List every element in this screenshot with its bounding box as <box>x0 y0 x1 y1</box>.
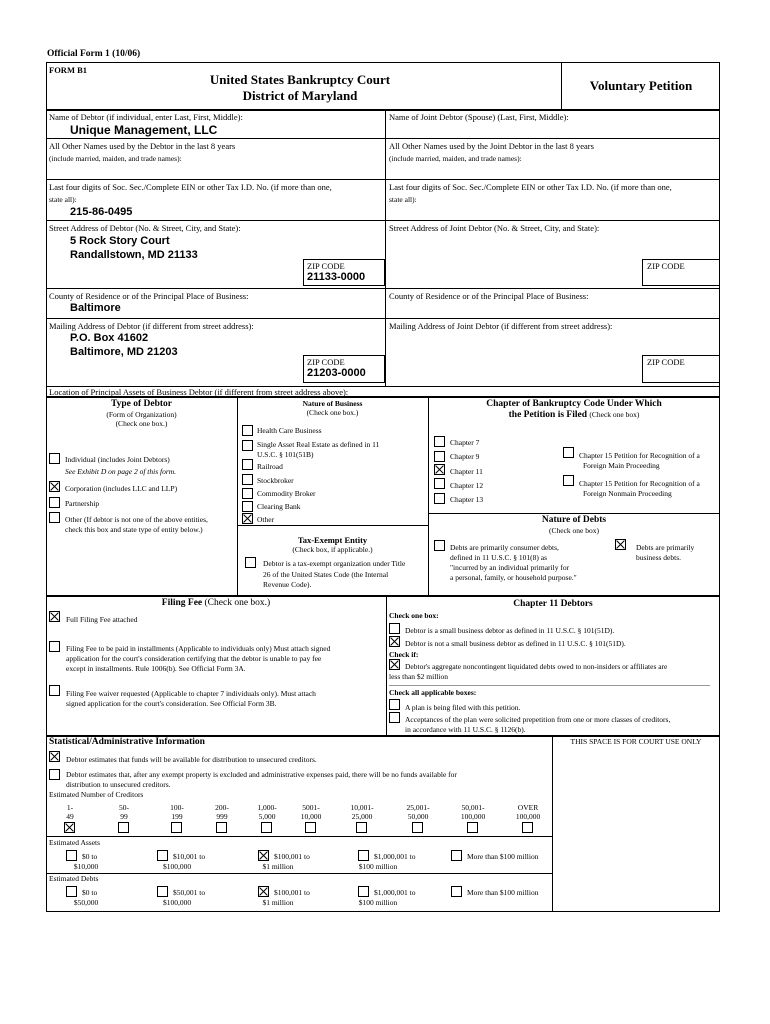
aggregate-debts-checkbox[interactable] <box>389 659 400 670</box>
assets-range-high: $100 million <box>358 862 398 871</box>
other-business-label: Other <box>257 515 275 524</box>
installments-label: Filing Fee to be paid in installments (Applicable to individuals only) Must attach signed <box>66 644 331 653</box>
joint-name-label: Name of Joint Debtor (Spouse) (Last, First, Middle): <box>389 112 569 122</box>
commodity-label: Commodity Broker <box>257 489 316 498</box>
waiver-checkbox[interactable] <box>49 685 60 696</box>
creditor-range-low: 10,001- <box>350 803 374 812</box>
creditor-range-checkbox[interactable] <box>261 822 272 833</box>
chapter-15-main-checkbox[interactable] <box>563 447 574 458</box>
assets-label: Estimated Assets <box>49 838 101 847</box>
joint-mailing-zip-label: ZIP CODE <box>647 357 685 367</box>
other-entity-checkbox[interactable] <box>49 512 60 523</box>
consumer-debts-label-3: "incurred by an individual primarily for <box>450 563 570 572</box>
assets-range-checkbox[interactable] <box>66 850 77 861</box>
stat-admin-title: Statistical/Administrative Information <box>49 737 205 747</box>
debts-range-checkbox[interactable] <box>157 886 168 897</box>
not-small-business-label: Debtor is not a small business debtor as defined in 11 U.S.C. § 101(51D). <box>405 639 626 648</box>
full-fee-checkbox[interactable] <box>49 611 60 622</box>
funds-available-label: Debtor estimates that funds will be available for distribution to unsecured creditors. <box>66 755 317 764</box>
creditor-range-checkbox[interactable] <box>412 822 423 833</box>
creditor-range-checkbox[interactable] <box>118 822 129 833</box>
chapter-header: Chapter of Bankruptcy Code Under Which the Petition is Filed (Check one box) <box>486 399 662 421</box>
individual-checkbox[interactable] <box>49 453 60 464</box>
form-id: FORM B1 <box>49 65 88 75</box>
creditor-range-low: 25,001- <box>406 803 430 812</box>
chapter-7-label: Chapter 7 <box>450 438 480 447</box>
assets-range-low: More than $100 million <box>467 852 539 861</box>
creditor-range-checkbox[interactable] <box>305 822 316 833</box>
tax-exempt-line3: Revenue Code). <box>263 580 312 589</box>
creditor-range-high: 10,000 <box>300 812 322 821</box>
court-name: United States Bankruptcy Court District of Maryland <box>209 72 391 104</box>
creditor-range-checkbox[interactable] <box>64 822 75 833</box>
check-if-label: Check if: <box>389 650 419 659</box>
location-label: Location of Principal Assets of Business Debtor (if different from street address above): <box>49 387 349 397</box>
court-use-only: THIS SPACE IS FOR COURT USE ONLY <box>570 737 702 746</box>
joint-ssn-label-2: state all): <box>389 195 417 204</box>
creditor-range-checkbox[interactable] <box>216 822 227 833</box>
assets-range-checkbox[interactable] <box>258 850 269 861</box>
ssn-label: Last four digits of Soc. Sec./Complete EIN or other Tax I.D. No. (if more than one, <box>49 182 332 192</box>
tax-exempt-line2: 26 of the United States Code (the Internal <box>263 570 389 579</box>
street-line2: Randallstown, MD 21133 <box>70 249 198 261</box>
consumer-debts-label-4: a personal, family, or household purpose." <box>450 573 577 582</box>
chapter-9-checkbox[interactable] <box>434 451 445 462</box>
creditor-range-low: 1- <box>66 803 74 812</box>
no-funds-label: Debtor estimates that, after any exempt property is excluded and administrative expenses paid, there will be no funds available for <box>66 770 457 779</box>
single-asset-label: Single Asset Real Estate as defined in 11 <box>257 440 380 449</box>
business-debts-label-2: business debts. <box>636 553 681 562</box>
debts-range-low: More than $100 million <box>467 888 539 897</box>
chapter-9-label: Chapter 9 <box>450 452 480 461</box>
official-form-label: Official Form 1 (10/06) <box>47 49 141 59</box>
mailing-line1: P.O. Box 41602 <box>70 332 149 344</box>
consumer-debts-label-2: defined in 11 U.S.C. § 101(8) as <box>450 553 548 562</box>
chapter-7-checkbox[interactable] <box>434 436 445 447</box>
assets-range-low: $0 to <box>82 852 98 861</box>
debts-range-high: $50,000 <box>73 898 99 907</box>
tax-exempt-line1: Debtor is a tax-exempt organization under Title <box>263 559 406 568</box>
single-asset-checkbox[interactable] <box>242 440 253 451</box>
tax-exempt-checkbox[interactable] <box>245 557 256 568</box>
chapter-15-nonmain-checkbox[interactable] <box>563 475 574 486</box>
mailing-label: Mailing Address of Debtor (if different from street address): <box>49 321 254 331</box>
debts-range-low: $50,001 to <box>173 888 206 897</box>
chapter-15-nonmain-label: Chapter 15 Petition for Recognition of a <box>579 479 700 488</box>
health-care-label: Health Care Business <box>257 426 322 435</box>
chapter-15-nonmain-label-2: Foreign Nonmain Proceeding <box>583 489 672 498</box>
creditor-range-high: 100,000 <box>515 812 541 821</box>
creditors-label: Estimated Number of Creditors <box>49 790 144 799</box>
joint-zip-label: ZIP CODE <box>647 261 685 271</box>
creditor-range-high: 50,000 <box>407 812 429 821</box>
zip-value: 21133-0000 <box>307 271 366 283</box>
assets-range-low: $10,001 to <box>173 852 206 861</box>
waiver-label: Filing Fee waiver requested (Applicable to chapter 7 individuals only). Must attach <box>66 689 316 698</box>
creditor-range-high: 49 <box>66 812 74 821</box>
assets-range-low: $1,000,001 to <box>374 852 416 861</box>
business-debts-label: Debts are primarily <box>636 543 695 552</box>
joint-county-label: County of Residence or of the Principal Place of Business: <box>389 291 589 301</box>
other-entity-label: Other (If debtor is not one of the above entities, <box>65 515 208 524</box>
individual-label: Individual (includes Joint Debtors) <box>65 455 170 464</box>
type-of-debtor-header: Type of Debtor (Form of Organization) (Check one box.) <box>106 399 177 429</box>
assets-range-high: $10,000 <box>73 862 99 871</box>
health-care-checkbox[interactable] <box>242 425 253 436</box>
funds-available-checkbox[interactable] <box>49 751 60 762</box>
street-line1: 5 Rock Story Court <box>70 235 170 247</box>
chapter-15-main-label-2: Foreign Main Proceeding <box>583 461 660 470</box>
stockbroker-label: Stockbroker <box>257 476 294 485</box>
aggregate-debts-label: Debtor's aggregate noncontingent liquidated debts owed to non-insiders or affiliates are <box>405 662 668 671</box>
street-label: Street Address of Debtor (No. & Street, City, and State): <box>49 223 241 233</box>
zip-label: ZIP CODE <box>307 261 345 271</box>
creditor-range-checkbox[interactable] <box>522 822 533 833</box>
assets-range-checkbox[interactable] <box>157 850 168 861</box>
joint-other-names-sub: (include married, maiden, and trade names): <box>389 154 522 163</box>
clearing-bank-label: Clearing Bank <box>257 502 301 511</box>
tax-exempt-header: Tax-Exempt Entity (Check box, if applicable.) <box>292 535 373 555</box>
chapter-13-checkbox[interactable] <box>434 493 445 504</box>
creditor-range-checkbox[interactable] <box>171 822 182 833</box>
joint-mailing-label: Mailing Address of Joint Debtor (if different from street address): <box>389 321 613 331</box>
railroad-label: Railroad <box>257 462 283 471</box>
ssn-value: 215-86-0495 <box>70 206 133 218</box>
debts-range-high: $100,000 <box>162 898 192 907</box>
small-business-checkbox[interactable] <box>389 623 400 634</box>
debts-range-checkbox[interactable] <box>258 886 269 897</box>
installments-label-2: application for the court's consideration certifying that the debtor is unable to pay fee <box>66 654 322 663</box>
check-one-label: Check one box: <box>389 611 439 620</box>
business-debts-checkbox[interactable] <box>615 539 626 550</box>
creditor-range-low: 5001- <box>302 803 320 812</box>
creditor-range-low: 100- <box>170 803 184 812</box>
commodity-checkbox[interactable] <box>242 488 253 499</box>
joint-other-names-label: All Other Names used by the Joint Debtor in the last 8 years <box>389 141 594 151</box>
assets-range-low: $100,001 to <box>274 852 310 861</box>
creditor-range-checkbox[interactable] <box>356 822 367 833</box>
county-value: Baltimore <box>70 302 121 314</box>
corporation-checkbox[interactable] <box>49 481 60 492</box>
chapter-11-checkbox[interactable] <box>434 464 445 475</box>
debts-range-checkbox[interactable] <box>358 886 369 897</box>
exhibit-d-note: See Exhibit D on page 2 of this form. <box>65 467 177 476</box>
creditor-range-low: 200- <box>215 803 229 812</box>
creditor-range-high: 100,000 <box>460 812 486 821</box>
debts-range-high: $100 million <box>358 898 398 907</box>
mailing-line2: Baltimore, MD 21203 <box>70 346 178 358</box>
full-fee-label: Full Filing Fee attached <box>66 615 138 624</box>
creditor-range-high: 99 <box>120 812 128 821</box>
ssn-label-2: state all): <box>49 195 77 204</box>
creditor-range-low: 50,001- <box>461 803 485 812</box>
acceptances-checkbox[interactable] <box>389 712 400 723</box>
creditor-range-low: OVER <box>517 803 539 812</box>
assets-range-high: $100,000 <box>162 862 192 871</box>
debts-range-low: $0 to <box>82 888 98 897</box>
debtor-name-label: Name of Debtor (if individual, enter Last, First, Middle): <box>49 112 243 122</box>
county-label: County of Residence or of the Principal Place of Business: <box>49 291 249 301</box>
other-names-label: All Other Names used by the Debtor in the last 8 years <box>49 141 236 151</box>
chapter-11-label: Chapter 11 <box>450 467 483 476</box>
assets-range-checkbox[interactable] <box>358 850 369 861</box>
installments-checkbox[interactable] <box>49 641 60 652</box>
nature-of-debts-header: Nature of Debts (Check one box) <box>541 515 607 536</box>
partnership-checkbox[interactable] <box>49 497 60 508</box>
railroad-checkbox[interactable] <box>242 459 253 470</box>
not-small-business-checkbox[interactable] <box>389 636 400 647</box>
plan-filed-label: A plan is being filed with this petition. <box>405 703 521 712</box>
ch11-debtors-header: Chapter 11 Debtors <box>513 599 593 609</box>
debts-label: Estimated Debts <box>49 874 99 883</box>
clearing-bank-checkbox[interactable] <box>242 501 253 512</box>
joint-ssn-label: Last four digits of Soc. Sec./Complete EIN or other Tax I.D. No. (if more than one, <box>389 182 672 192</box>
other-names-sub: (include married, maiden, and trade names): <box>49 154 182 163</box>
assets-range-checkbox[interactable] <box>451 850 462 861</box>
debts-range-low: $100,001 to <box>274 888 310 897</box>
corporation-label: Corporation (includes LLC and LLP) <box>65 484 178 493</box>
filing-fee-header: Filing Fee (Check one box.) <box>161 598 271 608</box>
small-business-label: Debtor is a small business debtor as defined in 11 U.S.C. § 101(51D). <box>405 626 615 635</box>
single-asset-label-2: U.S.C. § 101(51B) <box>257 450 314 459</box>
consumer-debts-label: Debts are primarily consumer debts, <box>450 543 559 552</box>
consumer-debts-checkbox[interactable] <box>434 540 445 551</box>
debts-range-low: $1,000,001 to <box>374 888 416 897</box>
debts-range-checkbox[interactable] <box>66 886 77 897</box>
acceptances-label: Acceptances of the plan were solicited prepetition from one or more classes of creditors, <box>405 715 671 724</box>
check-all-label: Check all applicable boxes: <box>389 688 477 697</box>
plan-filed-checkbox[interactable] <box>389 699 400 710</box>
chapter-12-label: Chapter 12 <box>450 481 484 490</box>
installments-label-3: except in installments. Rule 1006(b). See Official Form 3A. <box>66 664 246 673</box>
aggregate-debts-label-2: less than $2 million <box>389 672 448 681</box>
debts-range-high: $1 million <box>262 898 294 907</box>
debts-range-checkbox[interactable] <box>451 886 462 897</box>
acceptances-label-2: in accordance with 11 U.S.C. § 1126(b). <box>405 725 526 734</box>
creditor-range-checkbox[interactable] <box>467 822 478 833</box>
other-business-checkbox[interactable] <box>242 513 253 524</box>
no-funds-label-2: distribution to unsecured creditors. <box>66 780 171 789</box>
chapter-13-label: Chapter 13 <box>450 495 484 504</box>
stockbroker-checkbox[interactable] <box>242 474 253 485</box>
other-entity-label-2: check this box and state type of entity below.) <box>65 525 203 534</box>
debtor-name: Unique Management, LLC <box>70 123 218 137</box>
waiver-label-2: signed application for the court's consideration. See Official Form 3B. <box>66 699 277 708</box>
nature-of-business-header: Nature of Business (Check one box.) <box>302 399 363 417</box>
creditor-range-high: 999 <box>216 812 228 821</box>
creditor-range-low: 50- <box>119 803 129 812</box>
joint-street-label: Street Address of Joint Debtor (No. & Street, City, and State): <box>389 223 600 233</box>
assets-range-high: $1 million <box>262 862 294 871</box>
creditor-range-high: 25,000 <box>351 812 373 821</box>
creditor-range-high: 5,000 <box>258 812 276 821</box>
creditor-range-low: 1,000- <box>257 803 277 812</box>
mailing-zip-label: ZIP CODE <box>307 357 345 367</box>
no-funds-checkbox[interactable] <box>49 769 60 780</box>
partnership-label: Partnership <box>65 499 100 508</box>
chapter-15-main-label: Chapter 15 Petition for Recognition of a <box>579 451 700 460</box>
creditor-range-high: 199 <box>171 812 183 821</box>
mailing-zip-value: 21203-0000 <box>307 367 366 379</box>
petition-title: Voluntary Petition <box>589 78 693 93</box>
chapter-12-checkbox[interactable] <box>434 478 445 489</box>
